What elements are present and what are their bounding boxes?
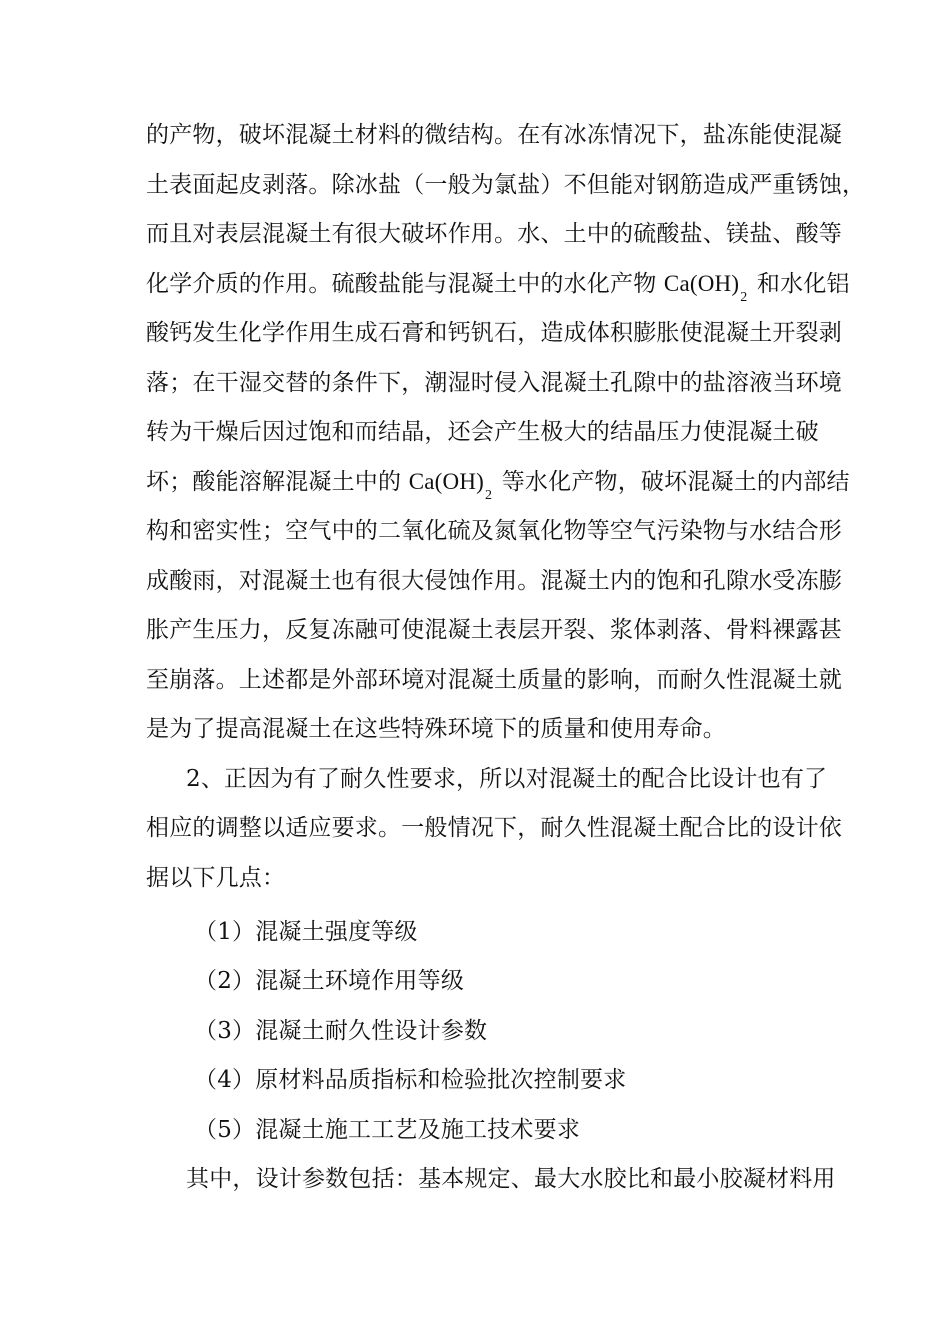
paragraph-line: 是为了提高混凝土在这些特殊环境下的质量和使用寿命。 [146,716,726,742]
paragraph-line: 2、正因为有了耐久性要求，所以对混凝土的配合比设计也有了 [186,766,828,792]
paragraph-line: 构和密实性；空气中的二氧化硫及氮氧化物等空气污染物与水结合形 [146,518,842,544]
formula-subscript: 2 [740,290,748,305]
paragraph-line: 落；在干湿交替的条件下，潮湿时侵入混凝土孔隙中的盐溶液当环境 [146,370,842,396]
list-item: （5）混凝土施工工艺及施工技术要求 [194,1117,581,1143]
list-item: （4）原材料品质指标和检验批次控制要求 [194,1067,627,1093]
paragraph-line: 相应的调整以适应要求。一般情况下，耐久性混凝土配合比的设计依 [146,815,842,841]
paragraph-line: 据以下几点： [146,865,286,891]
line-text-before: 坏；酸能溶解混凝土中的 [146,469,409,495]
line-text-after: 和水化铝 [749,271,850,297]
chemical-formula: Ca(OH) [408,469,485,494]
paragraph-line: 至崩落。上述都是外部环境对混凝土质量的影响，而耐久性混凝土就 [146,667,842,693]
paragraph-line: 其中，设计参数包括：基本规定、最大水胶比和最小胶凝材料用 [186,1166,836,1192]
paragraph-line: 成酸雨，对混凝土也有很大侵蚀作用。混凝土内的饱和孔隙水受冻膨 [146,568,842,594]
list-item: （3）混凝土耐久性设计参数 [194,1018,488,1044]
list-item: （1）混凝土强度等级 [194,919,418,945]
paragraph-line-formula [146,269,850,305]
paragraph-line: 土表面起皮剥落。除冰盐（一般为氯盐）不但能对钢筋造成严重锈蚀， [146,172,866,198]
paragraph-line: 而且对表层混凝土有很大破坏作用。水、土中的硫酸盐、镁盐、酸等 [146,221,842,247]
paragraph-line-formula [146,467,850,503]
paragraph-line: 胀产生压力，反复冻融可使混凝土表层开裂、浆体剥落、骨料裸露甚 [146,617,842,643]
paragraph-line: 转为干燥后因过饱和而结晶，还会产生极大的结晶压力使混凝土破 [146,419,819,445]
paragraph-line: 的产物，破坏混凝土材料的微结构。在有冰冻情况下，盐冻能使混凝 [146,122,842,148]
list-item: （2）混凝土环境作用等级 [194,968,465,994]
paragraph-line: 酸钙发生化学作用生成石膏和钙钒石，造成体积膨胀使混凝土开裂剥 [146,320,842,346]
line-text-before: 化学介质的作用。硫酸盐能与混凝土中的水化产物 [146,271,664,297]
line-text-after: 等水化产物，破坏混凝土的内部结 [494,469,850,495]
formula-subscript: 2 [485,488,493,503]
chemical-formula: Ca(OH) [663,271,740,296]
